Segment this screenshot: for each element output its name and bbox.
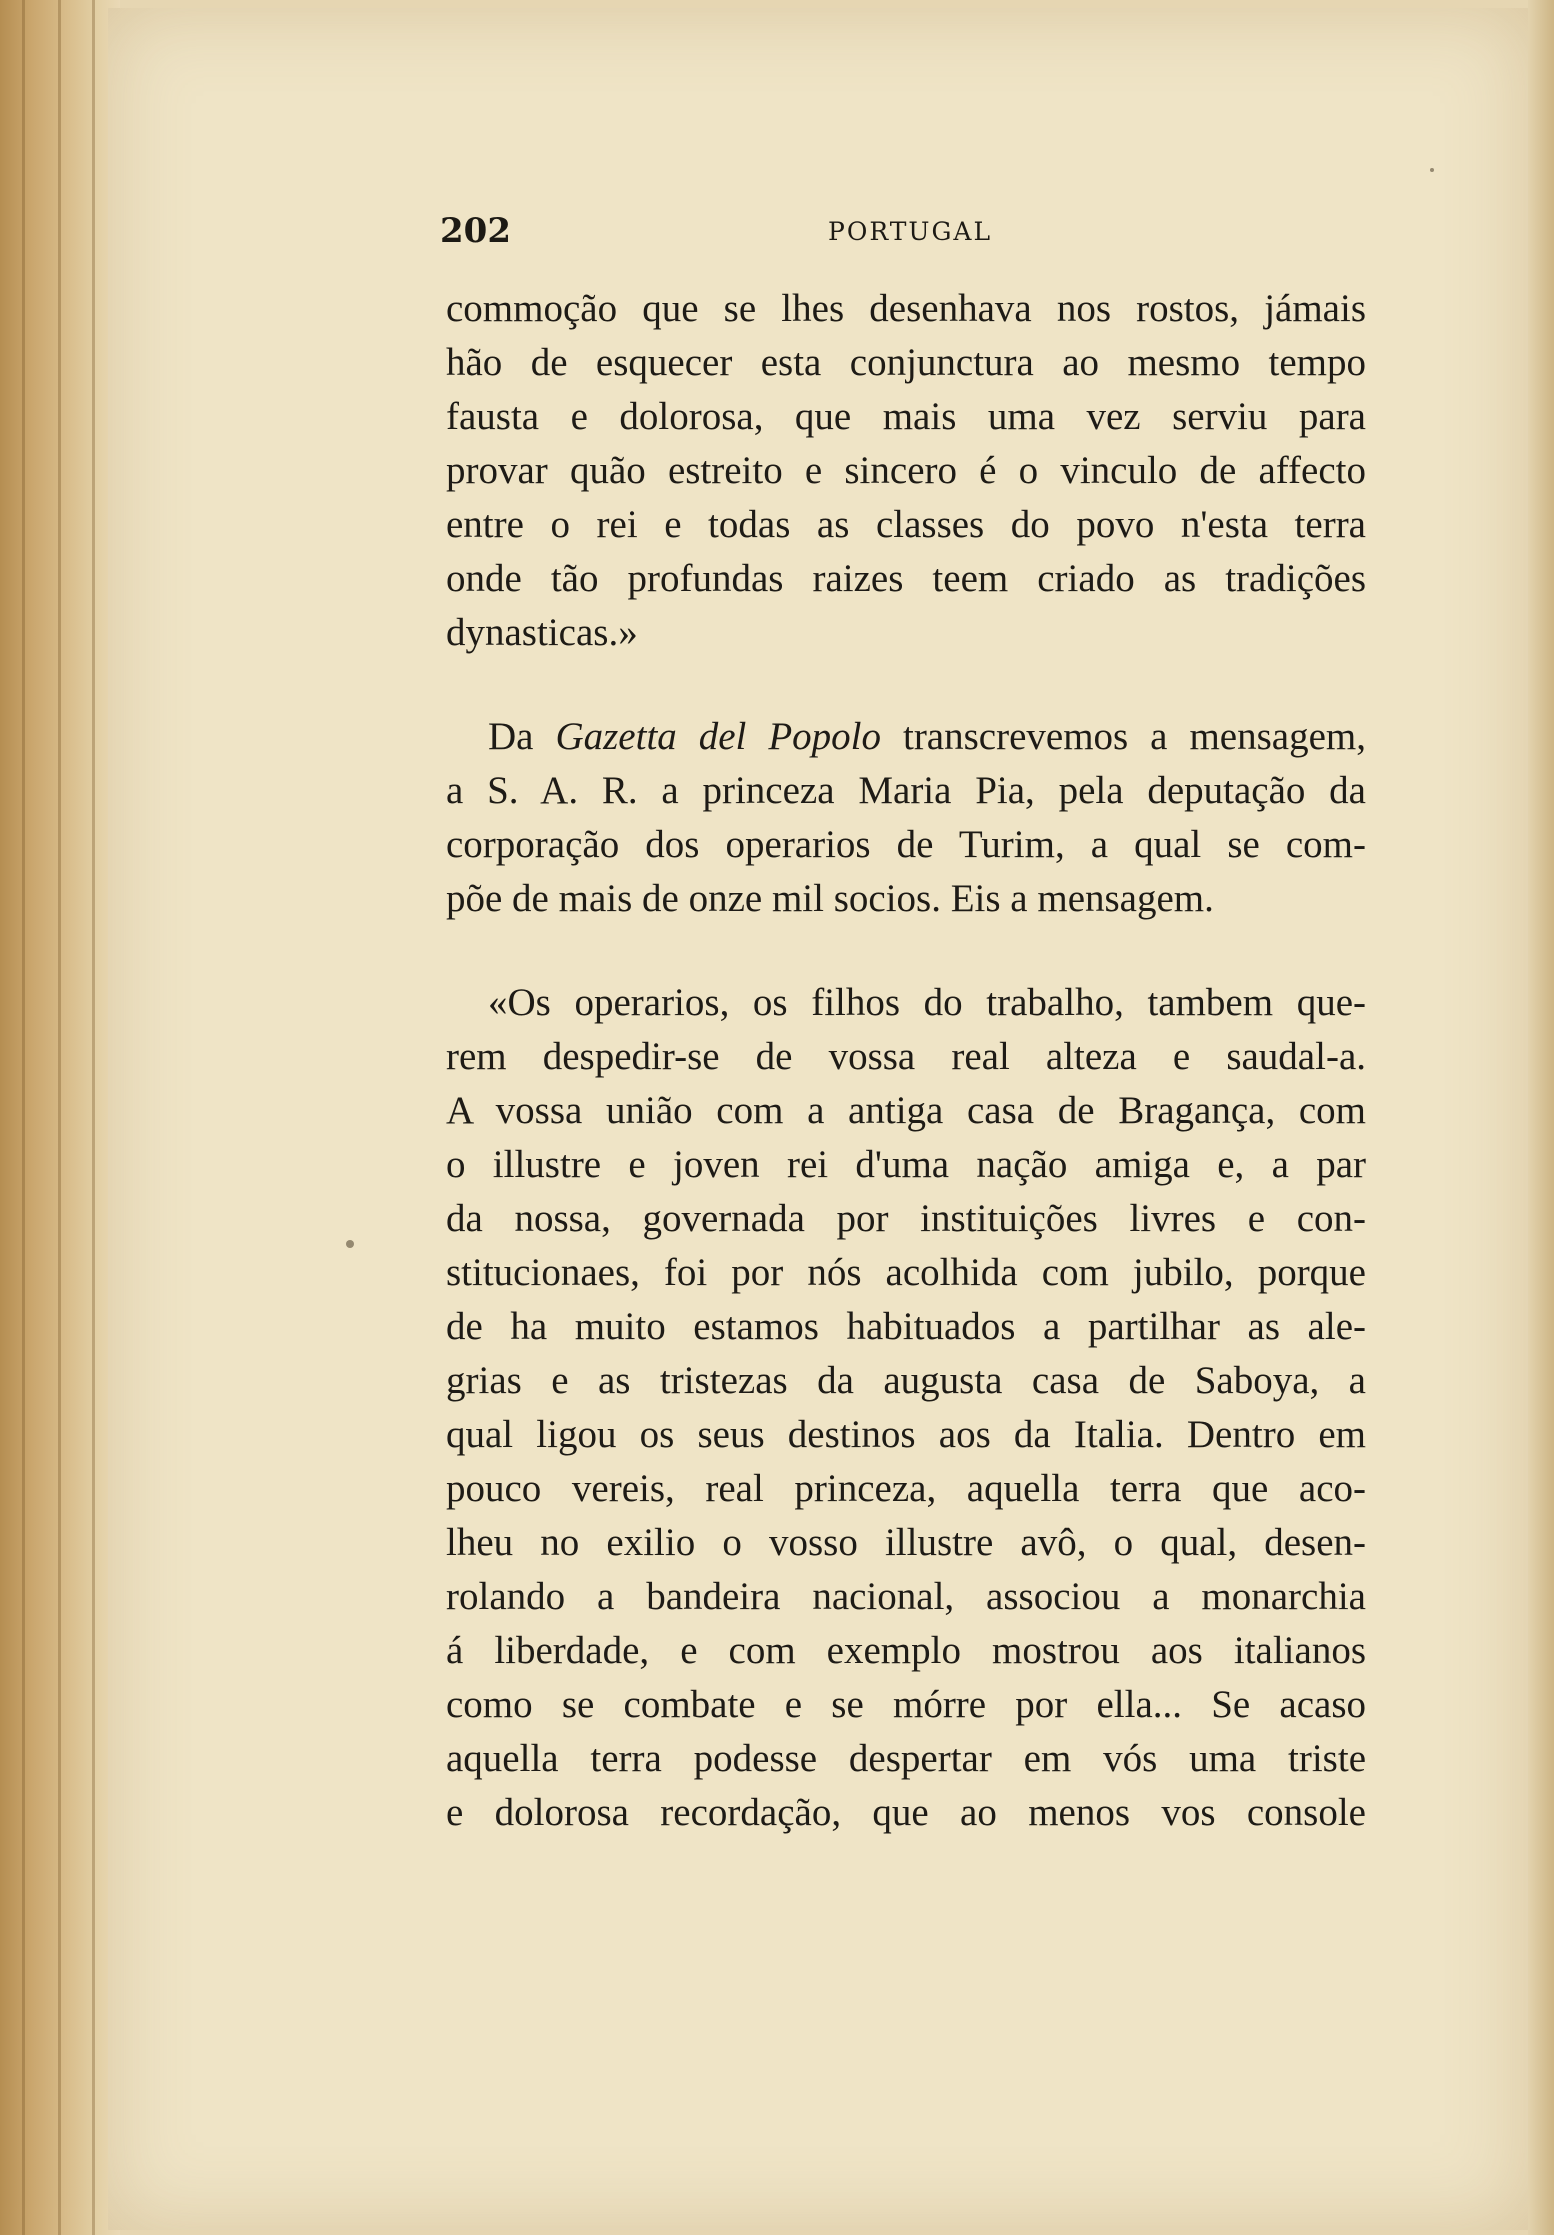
newspaper-title: Gazetta del Popolo (555, 715, 882, 758)
text-line: põe de mais de onze mil socios. Eis a mensagem. (446, 877, 1214, 920)
page-number: 202 (440, 211, 511, 251)
running-head (440, 205, 1400, 265)
body-text (446, 282, 1366, 1890)
paragraph-1 (446, 282, 1366, 660)
text-line: rolando a bandeira nacional, associou a monarchia (446, 1575, 1366, 1618)
text-line: dynasticas.» (446, 611, 638, 654)
running-title: PORTUGAL (828, 217, 993, 246)
text-line: entre o rei e todas as classes do povo n'esta terra (446, 503, 1366, 546)
paragraph-3 (446, 976, 1366, 1840)
text-line: A vossa união com a antiga casa de Bragança, com (446, 1089, 1366, 1132)
spine-crease (58, 0, 61, 2235)
text-line: a S. A. R. a princeza Maria Pia, pela deputação da (446, 769, 1366, 812)
text-line: commoção que se lhes desenhava nos rostos, jámais (446, 287, 1366, 330)
book-spine-edge (0, 0, 120, 2235)
text-line: como se combate e se mórre por ella... Se acaso (446, 1683, 1366, 1726)
text-line: o illustre e joven rei d'uma nação amiga e, a par (446, 1143, 1366, 1186)
text-fragment: transcrevemos a mensagem, (881, 715, 1366, 758)
text-line: corporação dos operarios de Turim, a qual se com- (446, 823, 1366, 866)
text-line: stitucionaes, foi por nós acolhida com jubilo, porque (446, 1251, 1366, 1294)
text-line: aquella terra podesse despertar em vós uma triste (446, 1737, 1366, 1780)
text-line: onde tão profundas raizes teem criado as tradições (446, 557, 1366, 600)
text-line: provar quão estreito e sincero é o vinculo de affecto (446, 449, 1366, 492)
text-line: da nossa, governada por instituições livres e con- (446, 1197, 1366, 1240)
spine-crease (92, 0, 95, 2235)
text-line: «Os operarios, os filhos do trabalho, tambem que- (488, 981, 1366, 1024)
text-line: á liberdade, e com exemplo mostrou aos italianos (446, 1629, 1366, 1672)
text-line (446, 710, 1366, 764)
text-line: de ha muito estamos habituados a partilhar as ale- (446, 1305, 1366, 1348)
text-line: qual ligou os seus destinos aos da Italia. Dentro em (446, 1413, 1366, 1456)
text-fragment: Da (488, 715, 556, 758)
paper-speck (1430, 168, 1434, 172)
paragraph-2 (446, 710, 1366, 926)
page-right-edge (1528, 0, 1554, 2235)
text-line: grias e as tristezas da augusta casa de Saboya, a (446, 1359, 1366, 1402)
text-line: e dolorosa recordação, que ao menos vos console (446, 1791, 1366, 1834)
paper-speck (346, 1240, 354, 1248)
text-line: pouco vereis, real princeza, aquella terra que aco- (446, 1467, 1366, 1510)
spine-crease (22, 0, 25, 2235)
text-line: lheu no exilio o vosso illustre avô, o qual, desen- (446, 1521, 1366, 1564)
text-line: hão de esquecer esta conjunctura ao mesmo tempo (446, 341, 1366, 384)
text-line: fausta e dolorosa, que mais uma vez serviu para (446, 395, 1366, 438)
text-line: rem despedir-se de vossa real alteza e saudal-a. (446, 1035, 1366, 1078)
